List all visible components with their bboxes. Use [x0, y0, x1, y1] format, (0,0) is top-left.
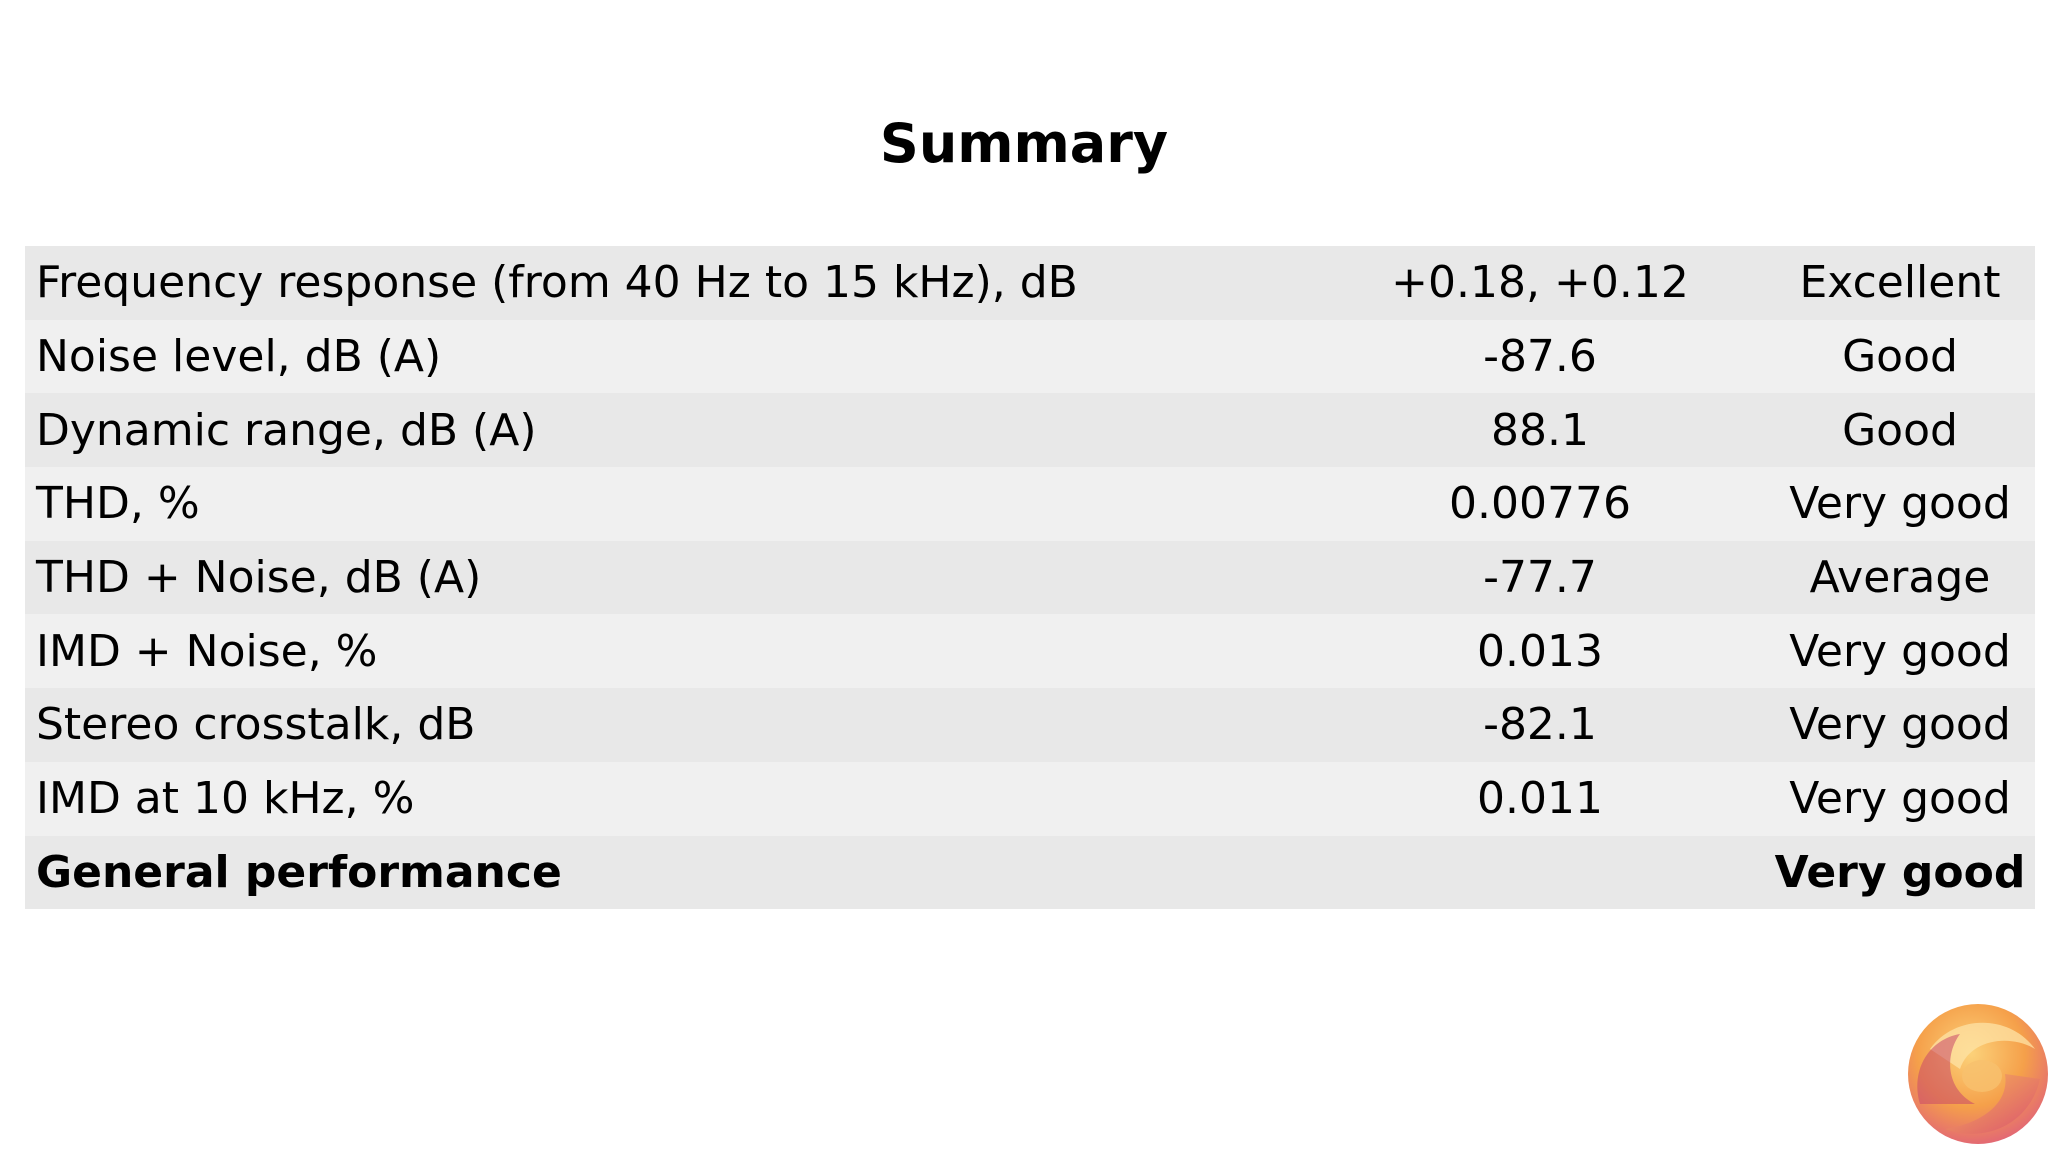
table-row [25, 762, 2035, 836]
table-row [25, 688, 2035, 762]
row-value: -82.1 [1483, 699, 1597, 751]
row-value: +0.18, +0.12 [1391, 257, 1689, 309]
row-label: Noise level, dB (A) [36, 331, 442, 383]
row-label: Dynamic range, dB (A) [36, 404, 537, 456]
row-label: THD + Noise, dB (A) [36, 552, 482, 604]
row-rating: Good [1842, 404, 1958, 456]
table-row [25, 541, 2035, 615]
row-rating: Very good [1789, 478, 2011, 530]
row-label: IMD + Noise, % [36, 625, 378, 677]
row-rating: Very good [1789, 699, 2011, 751]
row-rating: Good [1842, 331, 1958, 383]
row-rating: Average [1809, 552, 1991, 604]
total-row [25, 836, 2035, 910]
total-rating: Very good [1774, 846, 2026, 898]
row-rating: Very good [1789, 625, 2011, 677]
page-title: Summary [879, 112, 1169, 175]
table-row [25, 320, 2035, 394]
row-rating: Excellent [1799, 257, 2001, 309]
summary-table [25, 246, 2035, 909]
row-value: -87.6 [1483, 331, 1597, 383]
total-label: General performance [36, 846, 562, 898]
row-label: Stereo crosstalk, dB [36, 699, 476, 751]
swirl-logo-icon [1900, 994, 2048, 1152]
row-value: 88.1 [1491, 404, 1589, 456]
row-value: 0.00776 [1449, 478, 1631, 530]
table-row [25, 467, 2035, 541]
row-label: Frequency response (from 40 Hz to 15 kHz), dB [36, 257, 1078, 309]
table-row [25, 393, 2035, 467]
row-value: -77.7 [1483, 552, 1597, 604]
table-row [25, 246, 2035, 320]
row-value: 0.013 [1477, 625, 1603, 677]
row-value: 0.011 [1477, 773, 1603, 825]
table-row [25, 614, 2035, 688]
row-label: THD, % [36, 478, 200, 530]
row-rating: Very good [1789, 773, 2011, 825]
row-label: IMD at 10 kHz, % [36, 773, 415, 825]
